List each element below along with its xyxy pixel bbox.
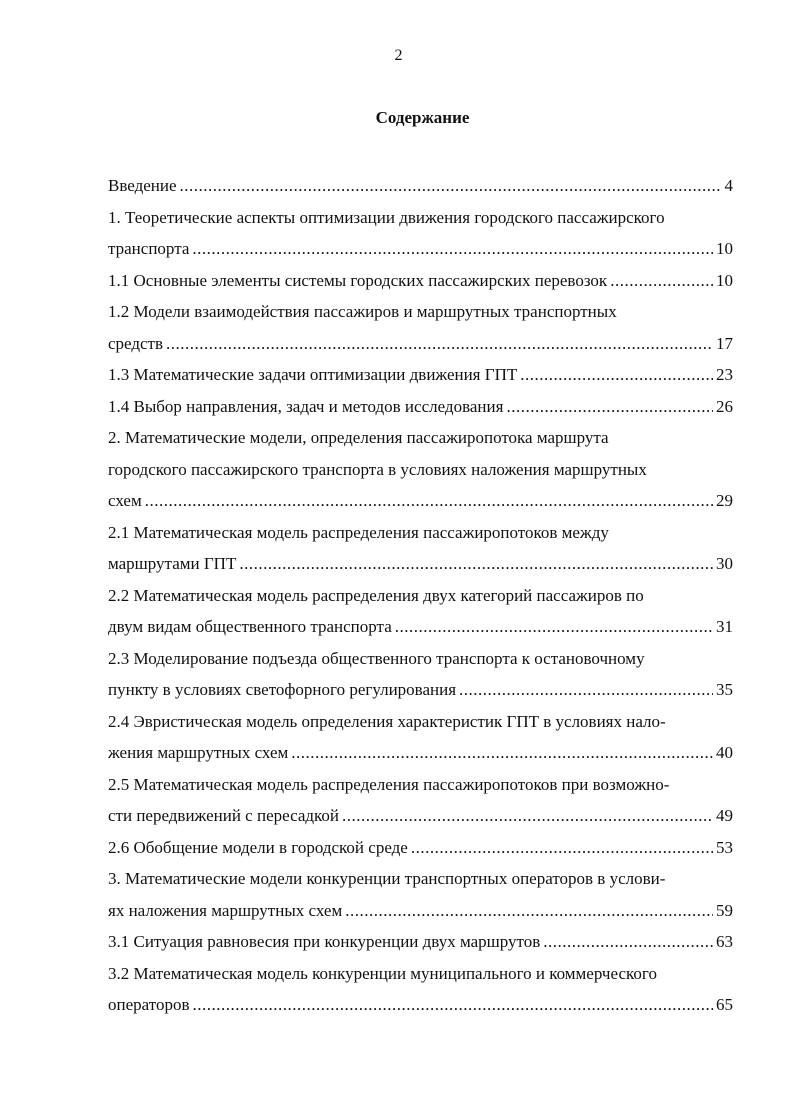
toc-entry-text: средств xyxy=(108,333,164,353)
toc-entry-text: ях наложения маршрутных схем xyxy=(108,900,343,920)
toc-entry-leader-line xyxy=(108,170,733,202)
toc-entry-leader-line xyxy=(108,832,733,864)
toc-entry xyxy=(108,265,733,297)
dot-leader xyxy=(459,674,713,706)
dot-leader xyxy=(239,548,713,580)
toc-entry xyxy=(108,958,733,1021)
toc-entry-leader-line xyxy=(108,548,733,580)
toc-entry xyxy=(108,422,733,517)
toc-entry-leader-line xyxy=(108,674,733,706)
toc-entry-text: Введение xyxy=(108,176,177,195)
dot-leader xyxy=(506,391,713,423)
toc-entry-text: пункту в условиях светофорного регулирования xyxy=(108,680,457,699)
toc-entry xyxy=(108,296,733,359)
dot-leader xyxy=(145,485,713,517)
page-title: Содержание xyxy=(375,108,470,127)
toc-entry-text: городского пассажирского транспорта в условиях наложения маршрутных xyxy=(108,459,647,479)
toc-entry-leader-line xyxy=(108,989,733,1021)
toc-entry-leader-line xyxy=(108,800,733,832)
toc-entry-text: 2.1 Математическая модель распределения пассажиропотоков между xyxy=(108,522,609,542)
toc-entry-text: 2.2 Математическая модель распределения двух категорий пассажиров по xyxy=(108,585,644,605)
toc-page-number: 17 xyxy=(716,333,733,353)
toc-page-number: 40 xyxy=(716,743,733,762)
toc-page-number: 65 xyxy=(716,995,733,1014)
toc-page-number: 49 xyxy=(716,806,733,825)
toc-entry-text: 1.2 Модели взаимодействия пассажиров и маршрутных транспортных xyxy=(108,302,617,321)
dot-leader xyxy=(291,737,713,769)
toc-page-number: 26 xyxy=(716,396,733,416)
toc-entry-text: маршрутами ГПТ xyxy=(108,554,237,573)
toc-page-number: 35 xyxy=(716,680,733,699)
dot-leader xyxy=(192,233,713,265)
toc-entry xyxy=(108,202,733,265)
dot-leader xyxy=(543,926,713,958)
toc-entry xyxy=(108,926,733,958)
dot-leader xyxy=(180,170,722,202)
toc-entry-text: 1. Теоретические аспекты оптимизации движения городского пассажирского xyxy=(108,207,665,227)
toc-entry-text: 2.6 Обобщение модели в городской среде xyxy=(108,837,408,857)
toc-page-number: 53 xyxy=(716,837,733,857)
toc-entry-leader-line xyxy=(108,359,733,391)
dot-leader xyxy=(520,359,713,391)
toc-page-number: 4 xyxy=(724,176,733,195)
toc-entry-leader-line xyxy=(108,485,733,517)
toc-page-number: 31 xyxy=(716,617,733,636)
toc-entry-leader-line xyxy=(108,737,733,769)
toc-entry-text: 3.2 Математическая модель конкуренции муниципального и коммерческого xyxy=(108,963,657,983)
toc-entry xyxy=(108,769,733,832)
toc-entry-text: 2.3 Моделирование подъезда общественного транспорта к остановочному xyxy=(108,648,645,668)
toc-entry-text: транспорта xyxy=(108,239,190,258)
toc-entry-leader-line xyxy=(108,391,733,423)
toc-entry-text: сти передвижений с пересадкой xyxy=(108,806,340,825)
toc-entry xyxy=(108,359,733,391)
toc-entry xyxy=(108,863,733,926)
toc-page-number: 63 xyxy=(716,932,733,951)
toc-entry-text: 2. Математические модели, определения пассажиропотока маршрута xyxy=(108,428,609,447)
toc-entry-leader-line xyxy=(108,895,733,927)
toc-entry-leader-line xyxy=(108,611,733,643)
toc-entry xyxy=(108,580,733,643)
toc-entry-text: 2.5 Математическая модель распределения пассажиропотоков при возможно- xyxy=(108,774,670,794)
toc-page-number: 23 xyxy=(716,365,733,384)
toc-page-number: 29 xyxy=(716,491,733,510)
toc-page-number: 10 xyxy=(716,270,733,290)
toc-entry-text: операторов xyxy=(108,995,190,1014)
toc-entry-leader-line xyxy=(108,328,733,360)
toc-entry-leader-line xyxy=(108,233,733,265)
toc-entry-text: 3.1 Ситуация равновесия при конкуренции двух маршрутов xyxy=(108,932,541,951)
toc-entry xyxy=(108,170,733,202)
toc-page-number: 10 xyxy=(716,239,733,258)
dot-leader xyxy=(166,328,713,360)
toc-page-number: 30 xyxy=(716,554,733,573)
toc-entry xyxy=(108,391,733,423)
dot-leader xyxy=(411,832,713,864)
table-of-contents xyxy=(108,170,733,1021)
dot-leader xyxy=(395,611,713,643)
toc-entry xyxy=(108,706,733,769)
toc-entry xyxy=(108,517,733,580)
toc-entry-text: 1.4 Выбор направления, задач и методов исследования xyxy=(108,396,504,416)
toc-entry xyxy=(108,643,733,706)
toc-entry-text: 3. Математические модели конкуренции транспортных операторов в услови- xyxy=(108,869,666,888)
toc-entry-text: 1.1 Основные элементы системы городских пассажирских перевозок xyxy=(108,270,608,290)
toc-entry-text: 2.4 Эвристическая модель определения характеристик ГПТ в условиях нало- xyxy=(108,711,666,731)
dot-leader xyxy=(610,265,713,297)
toc-page-number: 59 xyxy=(716,900,733,920)
toc-entry-text: жения маршрутных схем xyxy=(108,743,289,762)
dot-leader xyxy=(192,989,713,1021)
toc-entry-leader-line xyxy=(108,926,733,958)
toc-entry-text: схем xyxy=(108,491,142,510)
toc-entry xyxy=(108,832,733,864)
dot-leader xyxy=(345,895,713,927)
dot-leader xyxy=(342,800,713,832)
toc-entry-text: двум видам общественного транспорта xyxy=(108,617,392,636)
toc-entry-leader-line xyxy=(108,265,733,297)
page-number: 2 xyxy=(394,47,403,64)
toc-entry-text: 1.3 Математические задачи оптимизации движения ГПТ xyxy=(108,365,518,384)
